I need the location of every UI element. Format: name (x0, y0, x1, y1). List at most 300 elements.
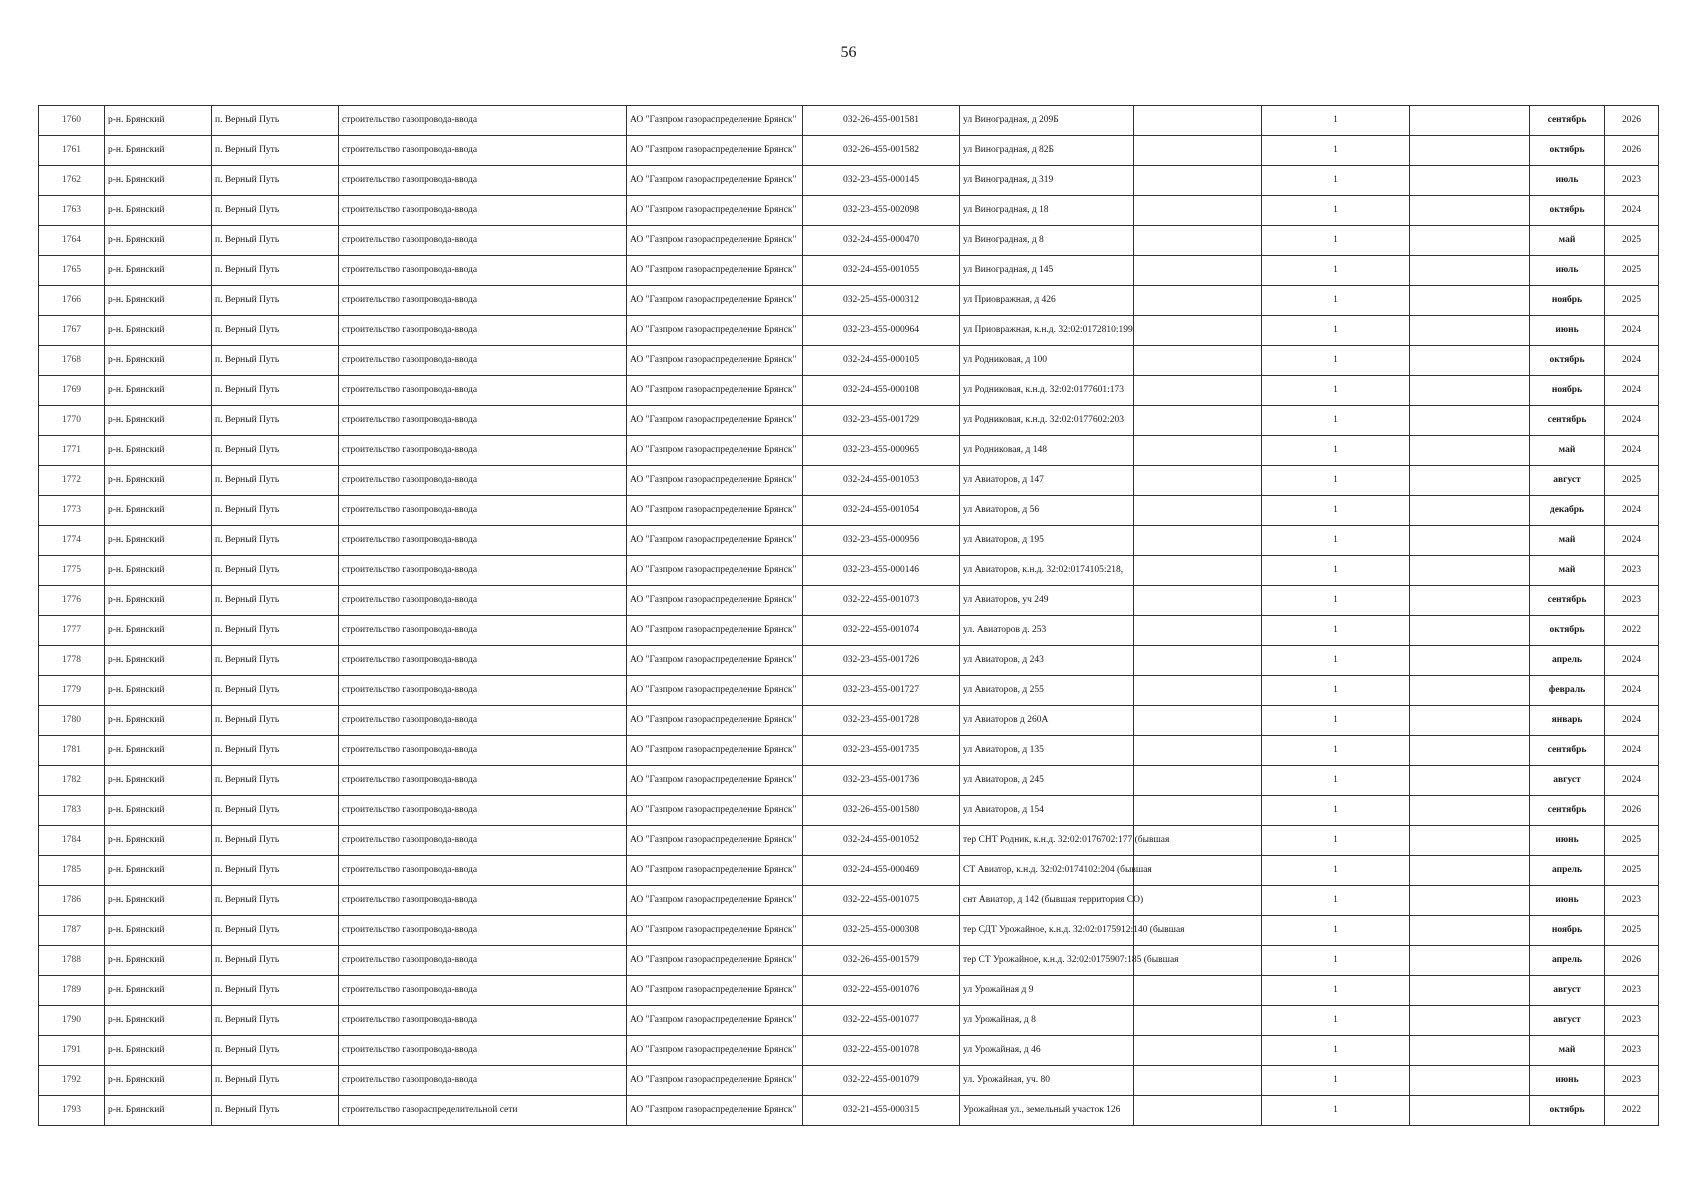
year-cell: 2024 (1605, 316, 1659, 346)
work-type-cell: строительство газопровода-ввода (339, 796, 627, 826)
table-row (39, 676, 1659, 706)
quantity-cell: 1 (1262, 376, 1410, 406)
quantity-cell: 1 (1262, 916, 1410, 946)
year-cell: 2023 (1605, 556, 1659, 586)
work-type-cell: строительство газопровода-ввода (339, 736, 627, 766)
district-cell: р-н. Брянский (105, 1096, 212, 1126)
district-cell: р-н. Брянский (105, 226, 212, 256)
work-type-cell: строительство газопровода-ввода (339, 586, 627, 616)
object-code-cell: 032-23-455-000965 (803, 436, 960, 466)
quantity-cell: 1 (1262, 226, 1410, 256)
district-cell: р-н. Брянский (105, 586, 212, 616)
settlement-cell: п. Верный Путь (212, 466, 339, 496)
organization-cell: АО "Газпром газораспределение Брянск" (627, 856, 803, 886)
organization-cell: АО "Газпром газораспределение Брянск" (627, 1066, 803, 1096)
quantity-cell: 1 (1262, 856, 1410, 886)
address-cell: СТ Авиатор, к.н.д. 32:02:0174102:204 (бывшая (960, 856, 1134, 886)
year-cell: 2025 (1605, 856, 1659, 886)
settlement-cell: п. Верный Путь (212, 766, 339, 796)
month-cell: октябрь (1530, 136, 1605, 166)
table-row (39, 256, 1659, 286)
empty-cell (1410, 556, 1530, 586)
organization-cell: АО "Газпром газораспределение Брянск" (627, 406, 803, 436)
object-code-cell: 032-23-455-001728 (803, 706, 960, 736)
month-cell: октябрь (1530, 346, 1605, 376)
empty-cell (1410, 226, 1530, 256)
object-code-cell: 032-21-455-000315 (803, 1096, 960, 1126)
table-row (39, 706, 1659, 736)
settlement-cell: п. Верный Путь (212, 316, 339, 346)
row-number: 1769 (39, 376, 105, 406)
district-cell: р-н. Брянский (105, 316, 212, 346)
address-cell: ул Авиаторов д 260А (960, 706, 1134, 736)
month-cell: май (1530, 226, 1605, 256)
work-type-cell: строительство газопровода-ввода (339, 556, 627, 586)
row-number: 1790 (39, 1006, 105, 1036)
empty-cell (1410, 766, 1530, 796)
year-cell: 2024 (1605, 526, 1659, 556)
quantity-cell: 1 (1262, 526, 1410, 556)
row-number: 1784 (39, 826, 105, 856)
district-cell: р-н. Брянский (105, 646, 212, 676)
address-cell: ул Приовражная, к.н.д. 32:02:0172810:199 (960, 316, 1134, 346)
table-row (39, 316, 1659, 346)
settlement-cell: п. Верный Путь (212, 556, 339, 586)
table-row (39, 376, 1659, 406)
address-cell: ул Авиаторов, д 135 (960, 736, 1134, 766)
empty-cell (1134, 586, 1262, 616)
row-number: 1782 (39, 766, 105, 796)
empty-cell (1410, 676, 1530, 706)
empty-cell (1410, 286, 1530, 316)
object-code-cell: 032-23-455-000145 (803, 166, 960, 196)
organization-cell: АО "Газпром газораспределение Брянск" (627, 766, 803, 796)
district-cell: р-н. Брянский (105, 736, 212, 766)
year-cell: 2024 (1605, 196, 1659, 226)
quantity-cell: 1 (1262, 976, 1410, 1006)
quantity-cell: 1 (1262, 1096, 1410, 1126)
quantity-cell: 1 (1262, 286, 1410, 316)
settlement-cell: п. Верный Путь (212, 346, 339, 376)
district-cell: р-н. Брянский (105, 856, 212, 886)
organization-cell: АО "Газпром газораспределение Брянск" (627, 136, 803, 166)
object-code-cell: 032-24-455-000108 (803, 376, 960, 406)
work-type-cell: строительство газопровода-ввода (339, 856, 627, 886)
district-cell: р-н. Брянский (105, 166, 212, 196)
work-type-cell: строительство газопровода-ввода (339, 1066, 627, 1096)
month-cell: август (1530, 1006, 1605, 1036)
empty-cell (1134, 766, 1262, 796)
settlement-cell: п. Верный Путь (212, 196, 339, 226)
row-number: 1780 (39, 706, 105, 736)
organization-cell: АО "Газпром газораспределение Брянск" (627, 706, 803, 736)
table-row (39, 166, 1659, 196)
address-cell: снт Авиатор, д 142 (бывшая территория СО) (960, 886, 1134, 916)
object-code-cell: 032-23-455-000146 (803, 556, 960, 586)
table-row (39, 1006, 1659, 1036)
year-cell: 2022 (1605, 1096, 1659, 1126)
month-cell: ноябрь (1530, 916, 1605, 946)
empty-cell (1134, 976, 1262, 1006)
year-cell: 2024 (1605, 346, 1659, 376)
empty-cell (1134, 376, 1262, 406)
year-cell: 2026 (1605, 796, 1659, 826)
organization-cell: АО "Газпром газораспределение Брянск" (627, 826, 803, 856)
quantity-cell: 1 (1262, 466, 1410, 496)
month-cell: июль (1530, 166, 1605, 196)
quantity-cell: 1 (1262, 646, 1410, 676)
organization-cell: АО "Газпром газораспределение Брянск" (627, 526, 803, 556)
row-number: 1763 (39, 196, 105, 226)
settlement-cell: п. Верный Путь (212, 166, 339, 196)
district-cell: р-н. Брянский (105, 976, 212, 1006)
settlement-cell: п. Верный Путь (212, 826, 339, 856)
year-cell: 2023 (1605, 1006, 1659, 1036)
table-row (39, 496, 1659, 526)
work-type-cell: строительство газопровода-ввода (339, 676, 627, 706)
organization-cell: АО "Газпром газораспределение Брянск" (627, 226, 803, 256)
month-cell: июнь (1530, 826, 1605, 856)
district-cell: р-н. Брянский (105, 286, 212, 316)
district-cell: р-н. Брянский (105, 406, 212, 436)
empty-cell (1410, 346, 1530, 376)
table-row (39, 1066, 1659, 1096)
settlement-cell: п. Верный Путь (212, 226, 339, 256)
row-number: 1776 (39, 586, 105, 616)
organization-cell: АО "Газпром газораспределение Брянск" (627, 556, 803, 586)
row-number: 1783 (39, 796, 105, 826)
year-cell: 2025 (1605, 466, 1659, 496)
address-cell: ул Авиаторов, д 245 (960, 766, 1134, 796)
work-type-cell: строительство газопровода-ввода (339, 826, 627, 856)
object-code-cell: 032-22-455-001077 (803, 1006, 960, 1036)
table-row (39, 946, 1659, 976)
quantity-cell: 1 (1262, 196, 1410, 226)
month-cell: май (1530, 526, 1605, 556)
month-cell: сентябрь (1530, 586, 1605, 616)
address-cell: ул Родниковая, д 100 (960, 346, 1134, 376)
organization-cell: АО "Газпром газораспределение Брянск" (627, 646, 803, 676)
organization-cell: АО "Газпром газораспределение Брянск" (627, 616, 803, 646)
empty-cell (1410, 616, 1530, 646)
row-number: 1793 (39, 1096, 105, 1126)
district-cell: р-н. Брянский (105, 376, 212, 406)
settlement-cell: п. Верный Путь (212, 856, 339, 886)
address-cell: ул Родниковая, к.н.д. 32:02:0177602:203 (960, 406, 1134, 436)
empty-cell (1134, 406, 1262, 436)
settlement-cell: п. Верный Путь (212, 916, 339, 946)
organization-cell: АО "Газпром газораспределение Брянск" (627, 316, 803, 346)
settlement-cell: п. Верный Путь (212, 736, 339, 766)
empty-cell (1134, 1006, 1262, 1036)
row-number: 1765 (39, 256, 105, 286)
object-code-cell: 032-24-455-001052 (803, 826, 960, 856)
organization-cell: АО "Газпром газораспределение Брянск" (627, 196, 803, 226)
object-code-cell: 032-23-455-001735 (803, 736, 960, 766)
settlement-cell: п. Верный Путь (212, 256, 339, 286)
empty-cell (1134, 346, 1262, 376)
quantity-cell: 1 (1262, 946, 1410, 976)
work-type-cell: строительство газопровода-ввода (339, 166, 627, 196)
address-cell: ул Авиаторов, д 243 (960, 646, 1134, 676)
year-cell: 2025 (1605, 826, 1659, 856)
table-row (39, 856, 1659, 886)
object-code-cell: 032-26-455-001581 (803, 106, 960, 136)
row-number: 1762 (39, 166, 105, 196)
quantity-cell: 1 (1262, 436, 1410, 466)
year-cell: 2024 (1605, 706, 1659, 736)
row-number: 1772 (39, 466, 105, 496)
address-cell: ул Авиаторов, к.н.д. 32:02:0174105:218, (960, 556, 1134, 586)
year-cell: 2023 (1605, 166, 1659, 196)
settlement-cell: п. Верный Путь (212, 406, 339, 436)
year-cell: 2023 (1605, 1066, 1659, 1096)
row-number: 1792 (39, 1066, 105, 1096)
work-type-cell: строительство газопровода-ввода (339, 916, 627, 946)
table-row (39, 286, 1659, 316)
address-cell: ул Авиаторов, уч 249 (960, 586, 1134, 616)
object-code-cell: 032-26-455-001580 (803, 796, 960, 826)
settlement-cell: п. Верный Путь (212, 286, 339, 316)
year-cell: 2026 (1605, 136, 1659, 166)
district-cell: р-н. Брянский (105, 256, 212, 286)
table-row (39, 616, 1659, 646)
organization-cell: АО "Газпром газораспределение Брянск" (627, 586, 803, 616)
district-cell: р-н. Брянский (105, 436, 212, 466)
district-cell: р-н. Брянский (105, 346, 212, 376)
quantity-cell: 1 (1262, 106, 1410, 136)
empty-cell (1134, 226, 1262, 256)
row-number: 1778 (39, 646, 105, 676)
district-cell: р-н. Брянский (105, 616, 212, 646)
row-number: 1787 (39, 916, 105, 946)
district-cell: р-н. Брянский (105, 796, 212, 826)
address-cell: ул Родниковая, д 148 (960, 436, 1134, 466)
quantity-cell: 1 (1262, 826, 1410, 856)
year-cell: 2025 (1605, 256, 1659, 286)
table-row (39, 796, 1659, 826)
quantity-cell: 1 (1262, 406, 1410, 436)
object-code-cell: 032-23-455-001726 (803, 646, 960, 676)
address-cell: ул. Урожайная, уч. 80 (960, 1066, 1134, 1096)
settlement-cell: п. Верный Путь (212, 1036, 339, 1066)
empty-cell (1134, 706, 1262, 736)
quantity-cell: 1 (1262, 1036, 1410, 1066)
work-type-cell: строительство газопровода-ввода (339, 976, 627, 1006)
table-row (39, 736, 1659, 766)
quantity-cell: 1 (1262, 346, 1410, 376)
row-number: 1774 (39, 526, 105, 556)
month-cell: июнь (1530, 1066, 1605, 1096)
address-cell: ул Урожайная, д 46 (960, 1036, 1134, 1066)
month-cell: май (1530, 1036, 1605, 1066)
address-cell: ул Урожайная, д 8 (960, 1006, 1134, 1036)
empty-cell (1410, 376, 1530, 406)
organization-cell: АО "Газпром газораспределение Брянск" (627, 916, 803, 946)
row-number: 1770 (39, 406, 105, 436)
settlement-cell: п. Верный Путь (212, 946, 339, 976)
settlement-cell: п. Верный Путь (212, 496, 339, 526)
district-cell: р-н. Брянский (105, 676, 212, 706)
month-cell: сентябрь (1530, 106, 1605, 136)
row-number: 1789 (39, 976, 105, 1006)
empty-cell (1410, 166, 1530, 196)
empty-cell (1134, 1036, 1262, 1066)
organization-cell: АО "Газпром газораспределение Брянск" (627, 1096, 803, 1126)
organization-cell: АО "Газпром газораспределение Брянск" (627, 976, 803, 1006)
object-code-cell: 032-22-455-001074 (803, 616, 960, 646)
quantity-cell: 1 (1262, 676, 1410, 706)
table-row (39, 586, 1659, 616)
quantity-cell: 1 (1262, 586, 1410, 616)
year-cell: 2024 (1605, 376, 1659, 406)
row-number: 1768 (39, 346, 105, 376)
object-code-cell: 032-22-455-001075 (803, 886, 960, 916)
work-type-cell: строительство газопровода-ввода (339, 616, 627, 646)
object-code-cell: 032-23-455-000956 (803, 526, 960, 556)
work-type-cell: строительство газопровода-ввода (339, 886, 627, 916)
object-code-cell: 032-24-455-001054 (803, 496, 960, 526)
district-cell: р-н. Брянский (105, 706, 212, 736)
empty-cell (1410, 736, 1530, 766)
table-row (39, 436, 1659, 466)
quantity-cell: 1 (1262, 496, 1410, 526)
object-code-cell: 032-26-455-001579 (803, 946, 960, 976)
empty-cell (1410, 946, 1530, 976)
empty-cell (1134, 1066, 1262, 1096)
object-code-cell: 032-22-455-001076 (803, 976, 960, 1006)
work-type-cell: строительство газопровода-ввода (339, 316, 627, 346)
row-number: 1791 (39, 1036, 105, 1066)
month-cell: май (1530, 436, 1605, 466)
quantity-cell: 1 (1262, 256, 1410, 286)
object-code-cell: 032-23-455-001729 (803, 406, 960, 436)
object-code-cell: 032-24-455-000469 (803, 856, 960, 886)
month-cell: февраль (1530, 676, 1605, 706)
object-code-cell: 032-22-455-001079 (803, 1066, 960, 1096)
month-cell: сентябрь (1530, 406, 1605, 436)
settlement-cell: п. Верный Путь (212, 136, 339, 166)
year-cell: 2025 (1605, 286, 1659, 316)
district-cell: р-н. Брянский (105, 916, 212, 946)
empty-cell (1134, 136, 1262, 166)
empty-cell (1410, 256, 1530, 286)
row-number: 1775 (39, 556, 105, 586)
address-cell: тер СТ Урожайное, к.н.д. 32:02:0175907:185 (бывшая (960, 946, 1134, 976)
work-type-cell: строительство газопровода-ввода (339, 436, 627, 466)
quantity-cell: 1 (1262, 886, 1410, 916)
year-cell: 2023 (1605, 886, 1659, 916)
empty-cell (1410, 856, 1530, 886)
empty-cell (1410, 316, 1530, 346)
settlement-cell: п. Верный Путь (212, 106, 339, 136)
work-type-cell: строительство газопровода-ввода (339, 256, 627, 286)
district-cell: р-н. Брянский (105, 496, 212, 526)
object-code-cell: 032-24-455-001053 (803, 466, 960, 496)
work-type-cell: строительство газопровода-ввода (339, 196, 627, 226)
table-row (39, 976, 1659, 1006)
table-row (39, 556, 1659, 586)
organization-cell: АО "Газпром газораспределение Брянск" (627, 106, 803, 136)
empty-cell (1410, 466, 1530, 496)
month-cell: июнь (1530, 886, 1605, 916)
month-cell: октябрь (1530, 1096, 1605, 1126)
table-row (39, 646, 1659, 676)
register-table (38, 105, 1659, 1126)
address-cell: ул Виноградная, д 18 (960, 196, 1134, 226)
empty-cell (1134, 316, 1262, 346)
address-cell: тер СНТ Родник, к.н.д. 32:02:0176702:177 (бывшая (960, 826, 1134, 856)
settlement-cell: п. Верный Путь (212, 1006, 339, 1036)
row-number: 1779 (39, 676, 105, 706)
empty-cell (1410, 976, 1530, 1006)
empty-cell (1134, 496, 1262, 526)
work-type-cell: строительство газопровода-ввода (339, 646, 627, 676)
month-cell: сентябрь (1530, 736, 1605, 766)
district-cell: р-н. Брянский (105, 766, 212, 796)
month-cell: ноябрь (1530, 376, 1605, 406)
address-cell: ул Виноградная, д 8 (960, 226, 1134, 256)
address-cell: Урожайная ул., земельный участок 126 (960, 1096, 1134, 1126)
organization-cell: АО "Газпром газораспределение Брянск" (627, 286, 803, 316)
settlement-cell: п. Верный Путь (212, 586, 339, 616)
month-cell: апрель (1530, 946, 1605, 976)
work-type-cell: строительство газопровода-ввода (339, 466, 627, 496)
empty-cell (1134, 736, 1262, 766)
empty-cell (1410, 826, 1530, 856)
object-code-cell: 032-24-455-000470 (803, 226, 960, 256)
table-row (39, 526, 1659, 556)
row-number: 1777 (39, 616, 105, 646)
year-cell: 2024 (1605, 646, 1659, 676)
year-cell: 2026 (1605, 106, 1659, 136)
object-code-cell: 032-26-455-001582 (803, 136, 960, 166)
district-cell: р-н. Брянский (105, 886, 212, 916)
table-row (39, 766, 1659, 796)
district-cell: р-н. Брянский (105, 1036, 212, 1066)
quantity-cell: 1 (1262, 706, 1410, 736)
district-cell: р-н. Брянский (105, 1006, 212, 1036)
address-cell: ул Авиаторов, д 154 (960, 796, 1134, 826)
empty-cell (1134, 436, 1262, 466)
row-number: 1760 (39, 106, 105, 136)
organization-cell: АО "Газпром газораспределение Брянск" (627, 256, 803, 286)
district-cell: р-н. Брянский (105, 136, 212, 166)
empty-cell (1410, 196, 1530, 226)
empty-cell (1410, 1036, 1530, 1066)
empty-cell (1410, 1066, 1530, 1096)
quantity-cell: 1 (1262, 1066, 1410, 1096)
quantity-cell: 1 (1262, 796, 1410, 826)
district-cell: р-н. Брянский (105, 466, 212, 496)
empty-cell (1410, 916, 1530, 946)
empty-cell (1134, 796, 1262, 826)
month-cell: апрель (1530, 646, 1605, 676)
year-cell: 2024 (1605, 736, 1659, 766)
month-cell: август (1530, 976, 1605, 1006)
address-cell: ул Урожайная д 9 (960, 976, 1134, 1006)
empty-cell (1134, 676, 1262, 706)
quantity-cell: 1 (1262, 166, 1410, 196)
object-code-cell: 032-22-455-001078 (803, 1036, 960, 1066)
table-row (39, 106, 1659, 136)
address-cell: ул. Авиаторов д. 253 (960, 616, 1134, 646)
month-cell: май (1530, 556, 1605, 586)
organization-cell: АО "Газпром газораспределение Брянск" (627, 166, 803, 196)
quantity-cell: 1 (1262, 556, 1410, 586)
address-cell: ул Виноградная, д 319 (960, 166, 1134, 196)
table-row (39, 226, 1659, 256)
